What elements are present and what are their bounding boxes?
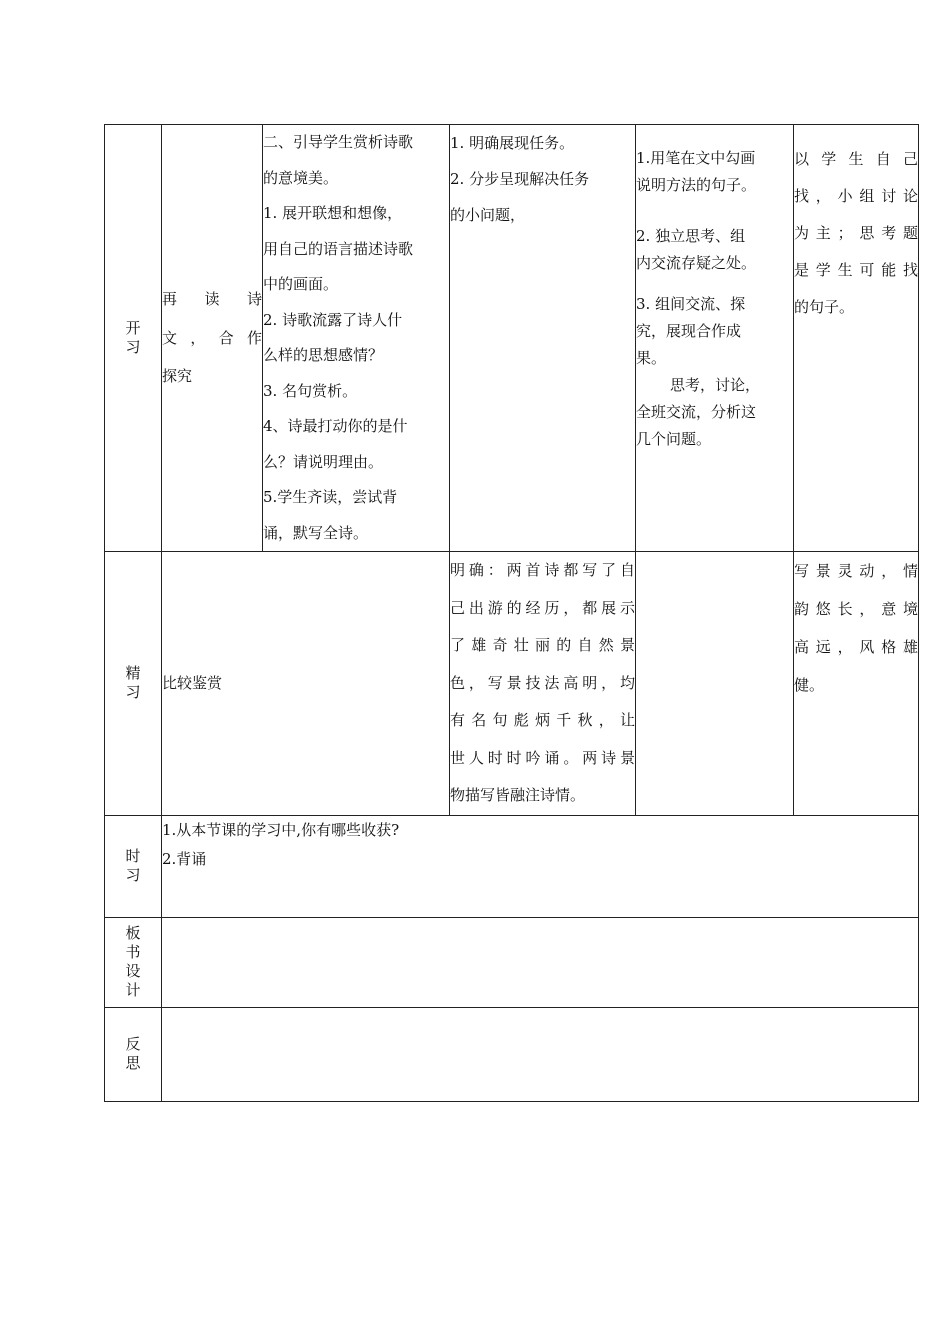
stage-cell-kaixi [105, 125, 162, 552]
activity-line: 探究 [162, 367, 193, 386]
student-line: 全班交流，分析这 [636, 403, 757, 421]
row-jingxi [105, 552, 919, 816]
note-cell-jingxi [794, 552, 919, 816]
teacher-line: 4、诗最打动你的是什 [263, 417, 408, 435]
row-kaixi [105, 125, 919, 552]
stage-label-shixi: 时习 [125, 847, 141, 884]
content-cell-banshu [162, 917, 919, 1007]
teacher-line: 么？请说明理由。 [263, 452, 384, 471]
teacher-line: 诵，默写全诗。 [263, 523, 369, 542]
teacher-line: 1. 展开联想和想像， [263, 204, 403, 222]
shixi-item: 2.背诵 [162, 849, 207, 868]
note-line: 是学生可能找 [794, 261, 918, 279]
row-fansi [105, 1007, 919, 1101]
teacher-cell-kaixi [263, 125, 450, 552]
stage-label-kaixi: 开习 [125, 319, 141, 356]
teacher-line: 中的画面。 [263, 275, 339, 293]
student-line: 2. 独立思考、组 [636, 227, 746, 245]
row-banshu [105, 917, 919, 1007]
task-line: 世人时时吟诵。两诗景 [450, 748, 635, 767]
shixi-item: 1.从本节课的学习中,你有哪些收获? [162, 820, 400, 839]
teacher-line: 3. 名句赏析。 [263, 381, 358, 400]
task-cell-kaixi [450, 125, 636, 552]
task-line: 有名句彪炳千秋，让 [450, 711, 635, 729]
teacher-line: 的意境美。 [263, 168, 339, 187]
stage-cell-banshu [105, 917, 162, 1007]
activity-cell-jingxi [162, 552, 450, 816]
activity-text: 比较鉴赏 [162, 674, 223, 692]
teacher-line: 2. 诗歌流露了诗人什 [263, 310, 403, 329]
student-line: 几个问题。 [636, 430, 712, 448]
student-line: 果。 [636, 349, 667, 367]
note-line: 高远，风格雄 [794, 638, 918, 656]
teacher-line: 么样的思想感情？ [263, 346, 384, 364]
row-shixi [105, 815, 919, 917]
lesson-plan-table [104, 124, 919, 1102]
task-cell-jingxi [450, 552, 636, 816]
teacher-line: 5.学生齐读，尝试背 [263, 488, 398, 506]
note-line: 健。 [794, 676, 825, 694]
teacher-line: 二、引导学生赏析诗歌 [263, 133, 414, 151]
student-line: 3. 组间交流、探 [636, 295, 746, 313]
stage-cell-shixi [105, 815, 162, 917]
student-cell-jingxi [636, 552, 794, 816]
note-line: 的句子。 [794, 298, 855, 316]
note-line: 以学生自己 [794, 150, 918, 168]
student-line: 内交流存疑之处。 [636, 254, 757, 272]
task-line: 物描写皆融注诗情。 [450, 786, 586, 804]
note-line: 写景灵动，情 [794, 562, 918, 580]
task-line: 了雄奇壮丽的自然景 [450, 636, 635, 654]
student-line: 究，展现合作成 [636, 322, 742, 340]
content-cell-shixi [162, 815, 919, 917]
task-line: 1. 明确展现任务。 [450, 134, 575, 152]
stage-label-jingxi: 精习 [125, 664, 141, 702]
activity-cell-kaixi [162, 125, 263, 552]
activity-line: 再 读 诗 [162, 290, 262, 309]
stage-cell-jingxi [105, 552, 162, 816]
activity-line: 文，合作 [162, 328, 262, 347]
stage-cell-fansi [105, 1007, 162, 1101]
task-line: 己出游的经历，都展示 [450, 598, 635, 617]
content-cell-fansi [162, 1007, 919, 1101]
task-line: 2. 分步呈现解决任务 [450, 170, 590, 188]
task-line: 明确：两首诗都写了自 [450, 561, 635, 579]
student-line: 说明方法的句子。 [636, 176, 757, 194]
teacher-line: 用自己的语言描述诗歌 [263, 239, 414, 258]
stage-label-fansi: 反思 [125, 1035, 141, 1072]
note-cell-kaixi [794, 125, 919, 552]
note-line: 为主；思考题 [794, 224, 918, 242]
student-line: 思考，讨论， [670, 376, 761, 394]
note-line: 韵悠长，意境 [794, 600, 918, 618]
student-line: 1.用笔在文中勾画 [636, 149, 756, 167]
task-line: 色，写景技法高明，均 [450, 673, 635, 692]
note-line: 找，小组讨论 [794, 187, 918, 205]
task-line: 的小问题， [450, 206, 526, 224]
student-cell-kaixi [636, 125, 794, 552]
stage-label-banshu: 板书设计 [125, 924, 141, 999]
